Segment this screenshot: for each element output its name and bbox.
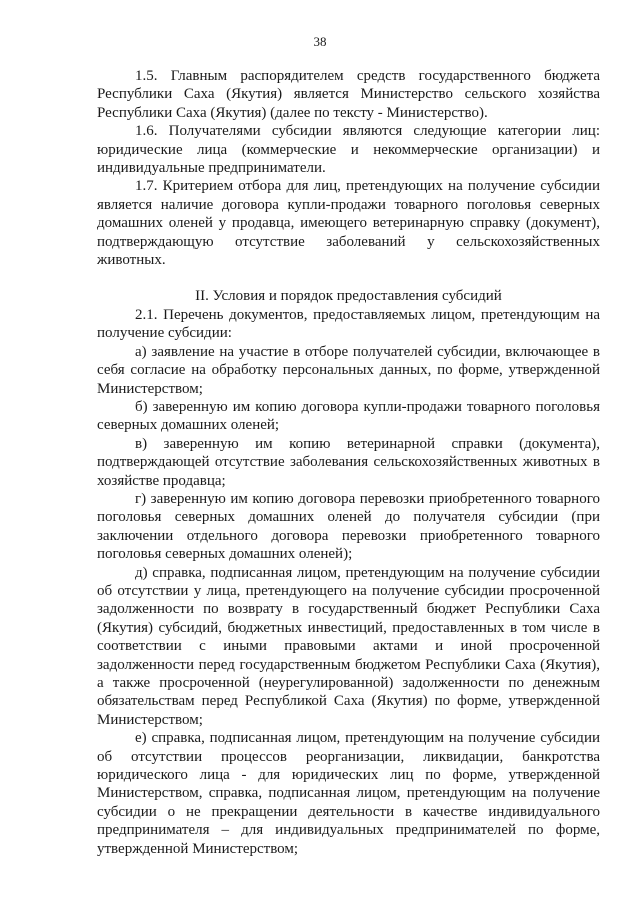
paragraph-1-5: 1.5. Главным распорядителем средств государственного бюджета Республики Саха (Якутия) является Министерство сельского хозяйства Республики Саха (Якутия) (далее по тексту - Министерство).: [97, 68, 600, 121]
list-item-a: а) заявление на участие в отборе получателей субсидии, включающее в себя согласие на обработку персональных данных, по форме, утвержденной Министерством;: [97, 343, 600, 397]
list-item-b: б) заверенную им копию договора купли-продажи товарного поголовья северных домашних оленей;: [97, 398, 600, 434]
list-item-d: д) справка, подписанная лицом, претендующим на получение субсидии об отсутствии у лица, претендующего на получение субсидии просроченной задолженности по возврату в государственный бюджет Республики Саха (Якутия) субсидий, бюджетных инвестиций, предоставленных в том числе в соответствии с иными правовыми актами и иной просроченной задолженности перед государственным бюджетом Республики Саха (Якутия), а также просроченной (неурегулированной) задолженности по денежным обязательствам перед Республикой Саха (Якутия) по форме, утвержденной Министерством;: [97, 564, 600, 728]
list-item-e: е) справка, подписанная лицом, претендующим на получение субсидии об отсутствии процессов реорганизации, ликвидации, банкротства юридического лица - для юридических лиц по форме, утвержденной Министерством, справка, подписанная лицом, претендующим на получение субсидии о не прекращении деятельности в качестве индивидуального предпринимателя – для индивидуальных предпринимателей по форме, утвержденной Министерством;: [97, 730, 600, 857]
list-item-v: в) заверенную им копию ветеринарной справки (документа), подтверждающей отсутствие заболевания сельскохозяйственных животных в хозяйстве продавца;: [97, 435, 600, 489]
page-number: 38: [313, 34, 327, 49]
document-body: [97, 67, 600, 858]
paragraph-2-1: 2.1. Перечень документов, предоставляемых лицом, претендующим на получение субсидии:: [97, 306, 600, 342]
section-heading: II. Условия и порядок предоставления субсидий: [195, 288, 502, 305]
paragraph-1-7: 1.7. Критерием отбора для лиц, претендующих на получение субсидии является наличие договора купли-продажи товарного поголовья северных домашних оленей у продавца, имеющего ветеринарную справку (документ), подтверждающую отсутствие заболеваний у сельскохозяйственных животных.: [97, 178, 600, 269]
list-item-g: г) заверенную им копию договора перевозки приобретенного товарного поголовья северных домашних оленей до получателя субсидии (при заключении отдельного договора перевозки приобретенного товарного поголовья северных домашних оленей);: [97, 490, 600, 563]
paragraph-1-6: 1.6. Получателями субсидии являются следующие категории лиц: юридические лица (коммерческие и некоммерческие организации) и индивидуальные предприниматели.: [97, 123, 600, 177]
